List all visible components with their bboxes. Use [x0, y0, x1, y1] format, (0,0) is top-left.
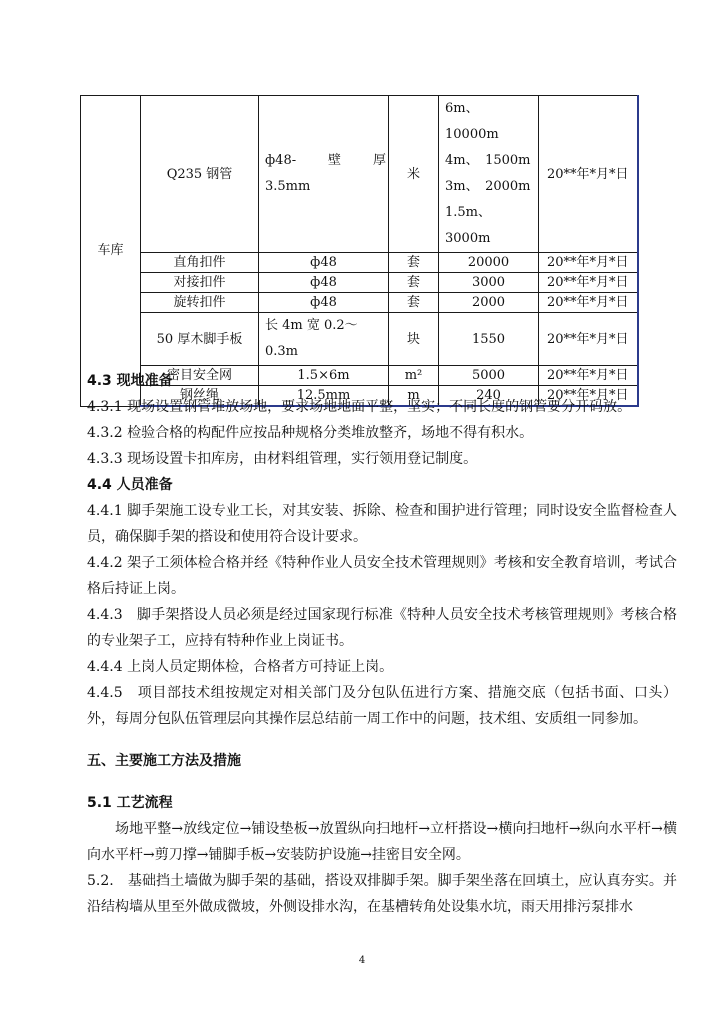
paragraph: 4.4.5 项目部技术组按规定对相关部门及分包队伍进行方案、措施交底（包括书面、口头）外，每周分包队伍管理层向其操作层总结前一周工作中的问题，技术组、安质组一同参加。 [87, 685, 677, 727]
qty-line: 1.5m、3000m [445, 205, 492, 246]
item-spec: ф48 [259, 293, 389, 313]
item-unit: 套 [389, 273, 439, 293]
item-date: 20**年*月*日 [539, 293, 638, 313]
paragraph: 4.4.1 脚手架施工设专业工长，对其安装、拆除、检查和围护进行管理；同时设安全监督检查人员，确保脚手架的搭设和使用符合设计要求。 [87, 503, 677, 545]
item-unit: 套 [389, 253, 439, 273]
category-cell: 车库 [81, 96, 141, 407]
item-unit: m [389, 386, 439, 407]
spec-line: ф48- 壁 厚 [265, 153, 386, 168]
spacer [87, 774, 677, 790]
qty-line: 4m、 1500m [445, 153, 531, 168]
paragraph: 4.3.2 检验合格的构配件应按品种规格分类堆放整齐，场地不得有积水。 [87, 425, 534, 441]
item-name: 旋转扣件 [141, 293, 259, 313]
item-name: 50 厚木脚手板 [141, 313, 259, 366]
materials-table [80, 95, 639, 407]
item-spec: ф48 [259, 273, 389, 293]
item-date: 20**年*月*日 [539, 253, 638, 273]
table-row [81, 253, 638, 273]
item-unit: 块 [389, 313, 439, 366]
table-row [81, 313, 638, 366]
item-unit: m² [389, 366, 439, 386]
page-number: 4 [358, 955, 366, 966]
spec-line: 0.3m [265, 344, 299, 359]
item-qty: 5000 [439, 366, 539, 386]
item-unit: 套 [389, 293, 439, 313]
paragraph: 4.4.3 脚手架搭设人员必须是经过国家现行标准《特种人员安全技术考核管理规则》考核合格的专业架子工，应持有特种作业上岗证书。 [87, 607, 677, 649]
section-heading: 4.4 人员准备 [87, 477, 173, 493]
paragraph: 场地平整→放线定位→铺设垫板→放置纵向扫地杆→立杆搭设→横向扫地杆→纵向水平杆→横向水平杆→剪刀撑→铺脚手板→安装防护设施→挂密目安全网。 [87, 821, 677, 863]
item-qty: 1550 [439, 313, 539, 366]
paragraph: 4.4.4 上岗人员定期体检，合格者方可持证上岗。 [87, 659, 394, 675]
item-qty: 240 [439, 386, 539, 407]
item-date: 20**年*月*日 [539, 96, 638, 253]
section-heading: 4.3 现地准备 [87, 373, 173, 389]
item-qty [439, 96, 539, 253]
item-name: 对接扣件 [141, 273, 259, 293]
item-date: 20**年*月*日 [539, 366, 638, 386]
spec-line: 长 4m 宽 0.2～ [265, 318, 358, 333]
paragraph: 5.2. 基础挡土墙做为脚手架的基础，搭设双排脚手架。脚手架坐落在回填土，应认真夯实。并沿结构墙从里至外做成微坡，外侧设排水沟，在基槽转角处设集水坑，雨天用排污泵排水 [87, 873, 677, 915]
paragraph: 4.3.1 现场设置钢管堆放场地，要求场地地面平整，坚实；不同长度的钢管要分开码放。 [87, 399, 632, 415]
table-row [81, 96, 638, 253]
item-qty: 2000 [439, 293, 539, 313]
paragraph: 4.3.3 现场设置卡扣库房，由材料组管理，实行领用登记制度。 [87, 451, 478, 467]
qty-line: 6m、 10000m [445, 101, 499, 142]
item-spec: 12.5mm [259, 386, 389, 407]
item-date: 20**年*月*日 [539, 273, 638, 293]
table-row [81, 293, 638, 313]
item-qty: 20000 [439, 253, 539, 273]
item-name: 密目安全网 [141, 366, 259, 386]
spacer [87, 732, 677, 748]
item-name: Q235 钢管 [141, 96, 259, 253]
item-spec [259, 313, 389, 366]
table-row [81, 273, 638, 293]
item-spec: 1.5×6m [259, 366, 389, 386]
paragraph: 4.4.2 架子工须体检合格并经《特种作业人员安全技术管理规则》考核和安全教育培训，考试合格后持证上岗。 [87, 555, 677, 597]
item-spec: ф48 [259, 253, 389, 273]
qty-line: 3m、 2000m [445, 179, 531, 194]
item-spec [259, 96, 389, 253]
item-unit: 米 [389, 96, 439, 253]
document-body [87, 368, 677, 920]
item-name: 钢丝绳 [141, 386, 259, 407]
item-date: 20**年*月*日 [539, 313, 638, 366]
item-date: 20**年*月*日 [539, 386, 638, 407]
chapter-heading: 五、主要施工方法及措施 [87, 753, 241, 769]
section-heading: 5.1 工艺流程 [87, 795, 173, 811]
item-qty: 3000 [439, 273, 539, 293]
item-name: 直角扣件 [141, 253, 259, 273]
spec-line: 3.5mm [265, 179, 311, 194]
